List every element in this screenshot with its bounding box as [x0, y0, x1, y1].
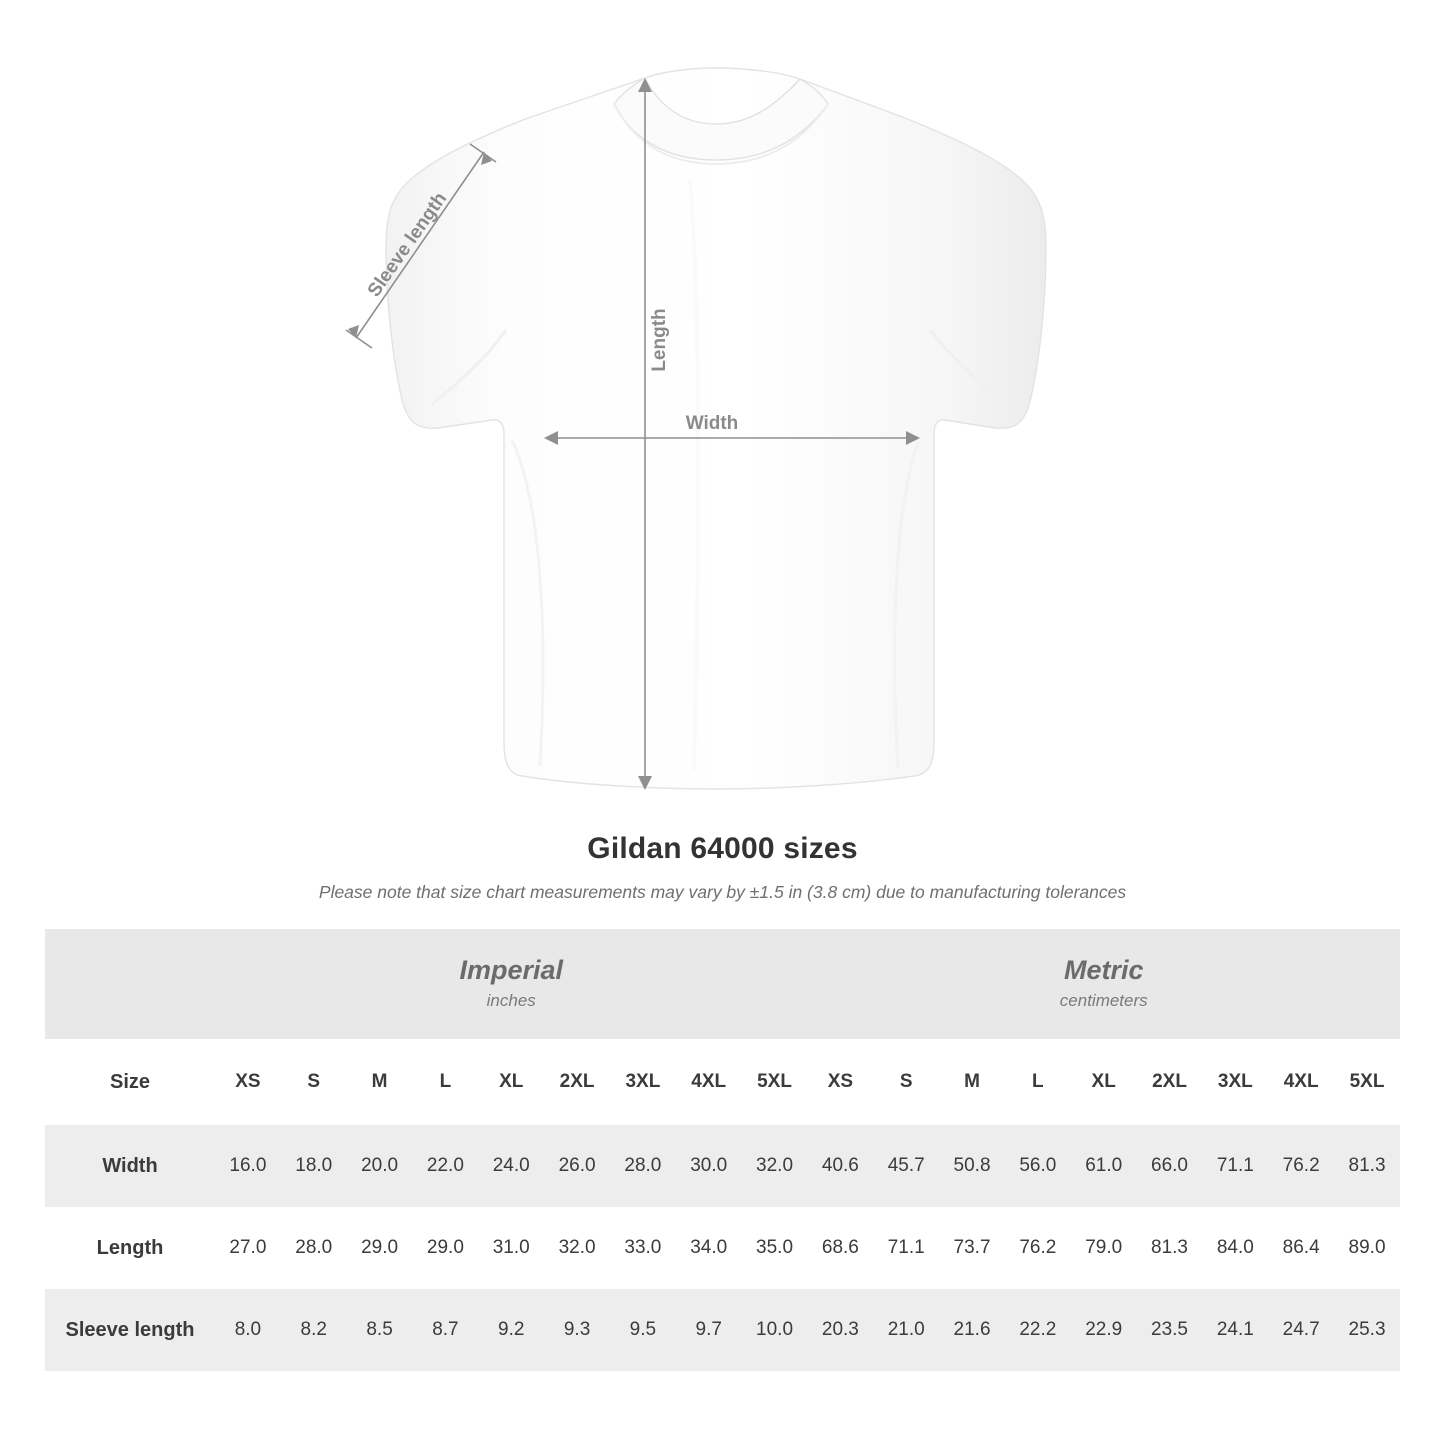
size-table — [45, 929, 1400, 1371]
column-header-size: S — [873, 1039, 939, 1125]
column-header-size: L — [412, 1039, 478, 1125]
measurement-cell: 18.0 — [281, 1125, 347, 1207]
measurement-cell: 86.4 — [1268, 1207, 1334, 1289]
column-header-size: XS — [215, 1039, 281, 1125]
header-size-label: Size — [45, 1039, 215, 1125]
measurement-cell: 89.0 — [1334, 1207, 1400, 1289]
measurement-cell: 34.0 — [676, 1207, 742, 1289]
unit-group-imperial — [215, 929, 807, 1039]
measurement-cell: 9.2 — [478, 1289, 544, 1371]
measurement-cell: 71.1 — [873, 1207, 939, 1289]
measurement-cell: 20.0 — [347, 1125, 413, 1207]
tolerance-note: Please note that size chart measurements may vary by ±1.5 in (3.8 cm) due to manufacturing tolerances — [318, 882, 1127, 902]
row-label-length: Length — [45, 1207, 215, 1289]
measurement-cell: 23.5 — [1137, 1289, 1203, 1371]
label-length: Length — [649, 308, 670, 372]
measurement-cell: 31.0 — [478, 1207, 544, 1289]
measurement-cell: 21.0 — [873, 1289, 939, 1371]
column-header-size: 5XL — [742, 1039, 808, 1125]
table-row — [45, 1207, 1400, 1289]
measurement-cell: 8.0 — [215, 1289, 281, 1371]
measurement-cell: 79.0 — [1071, 1207, 1137, 1289]
unit-group-sub: inches — [486, 991, 536, 1011]
measurement-cell: 28.0 — [610, 1125, 676, 1207]
measurement-cell: 8.2 — [281, 1289, 347, 1371]
unit-group-name: Imperial — [459, 954, 563, 985]
column-header-size: XL — [1071, 1039, 1137, 1125]
measurement-cell: 24.0 — [478, 1125, 544, 1207]
measurement-cell: 9.7 — [676, 1289, 742, 1371]
column-header-size: 5XL — [1334, 1039, 1400, 1125]
measurement-cell: 45.7 — [873, 1125, 939, 1207]
measurement-cell: 21.6 — [939, 1289, 1005, 1371]
column-header-size: 4XL — [1268, 1039, 1334, 1125]
measurement-cell: 25.3 — [1334, 1289, 1400, 1371]
measurement-cell: 8.5 — [347, 1289, 413, 1371]
column-header-size: 2XL — [544, 1039, 610, 1125]
measurement-cell: 30.0 — [676, 1125, 742, 1207]
measurement-cell: 16.0 — [215, 1125, 281, 1207]
measurement-cell: 9.5 — [610, 1289, 676, 1371]
unit-group-name: Metric — [1063, 954, 1144, 985]
measurement-cell: 76.2 — [1005, 1207, 1071, 1289]
size-table-wrapper — [0, 929, 1445, 1371]
column-header-size: S — [281, 1039, 347, 1125]
column-header-size: L — [1005, 1039, 1071, 1125]
measurement-cell: 76.2 — [1268, 1125, 1334, 1207]
measurement-cell: 35.0 — [742, 1207, 808, 1289]
measurement-cell: 33.0 — [610, 1207, 676, 1289]
unit-group-metric — [807, 929, 1400, 1039]
measurement-cell: 10.0 — [742, 1289, 808, 1371]
column-header-size: XL — [478, 1039, 544, 1125]
measurement-cell: 9.3 — [544, 1289, 610, 1371]
measurement-cell: 8.7 — [412, 1289, 478, 1371]
measurement-cell: 50.8 — [939, 1125, 1005, 1207]
measurement-cell: 56.0 — [1005, 1125, 1071, 1207]
measurement-cell: 32.0 — [544, 1207, 610, 1289]
column-header-size: 2XL — [1137, 1039, 1203, 1125]
measurement-cell: 81.3 — [1137, 1207, 1203, 1289]
label-width: Width — [685, 413, 739, 434]
measurement-cell: 28.0 — [281, 1207, 347, 1289]
measurement-cell: 29.0 — [347, 1207, 413, 1289]
measurement-cell: 73.7 — [939, 1207, 1005, 1289]
measurement-cell: 81.3 — [1334, 1125, 1400, 1207]
measurement-cell: 68.6 — [807, 1207, 873, 1289]
column-header-size: 4XL — [676, 1039, 742, 1125]
measurement-cell: 66.0 — [1137, 1125, 1203, 1207]
row-label-width: Width — [45, 1125, 215, 1207]
measurement-cell: 27.0 — [215, 1207, 281, 1289]
column-header-size: 3XL — [1202, 1039, 1268, 1125]
measurement-cell: 40.6 — [807, 1125, 873, 1207]
page-title: Gildan 64000 sizes — [587, 832, 858, 865]
unit-group-sub: centimeters — [1059, 991, 1148, 1011]
column-header-size: M — [347, 1039, 413, 1125]
column-header-size: M — [939, 1039, 1005, 1125]
measurement-cell: 24.1 — [1202, 1289, 1268, 1371]
column-header-size: XS — [807, 1039, 873, 1125]
unit-group-row — [45, 929, 1400, 1039]
measurement-cell: 22.0 — [412, 1125, 478, 1207]
measurement-cell: 26.0 — [544, 1125, 610, 1207]
measurement-cell: 61.0 — [1071, 1125, 1137, 1207]
measurement-cell: 20.3 — [807, 1289, 873, 1371]
measurement-cell: 71.1 — [1202, 1125, 1268, 1207]
table-row — [45, 1125, 1400, 1207]
row-label-sleeve-length: Sleeve length — [45, 1289, 215, 1371]
column-header-size: 3XL — [610, 1039, 676, 1125]
unit-row-spacer — [45, 929, 215, 1039]
measurement-cell: 22.9 — [1071, 1289, 1137, 1371]
label-sleeve-length: Sleeve length — [363, 188, 452, 302]
title-block — [0, 832, 1445, 903]
measurement-cell: 84.0 — [1202, 1207, 1268, 1289]
table-row — [45, 1289, 1400, 1371]
measurement-cell: 32.0 — [742, 1125, 808, 1207]
measurement-cell: 24.7 — [1268, 1289, 1334, 1371]
measurement-cell: 22.2 — [1005, 1289, 1071, 1371]
table-header-row — [45, 1039, 1400, 1125]
measurement-cell: 29.0 — [412, 1207, 478, 1289]
